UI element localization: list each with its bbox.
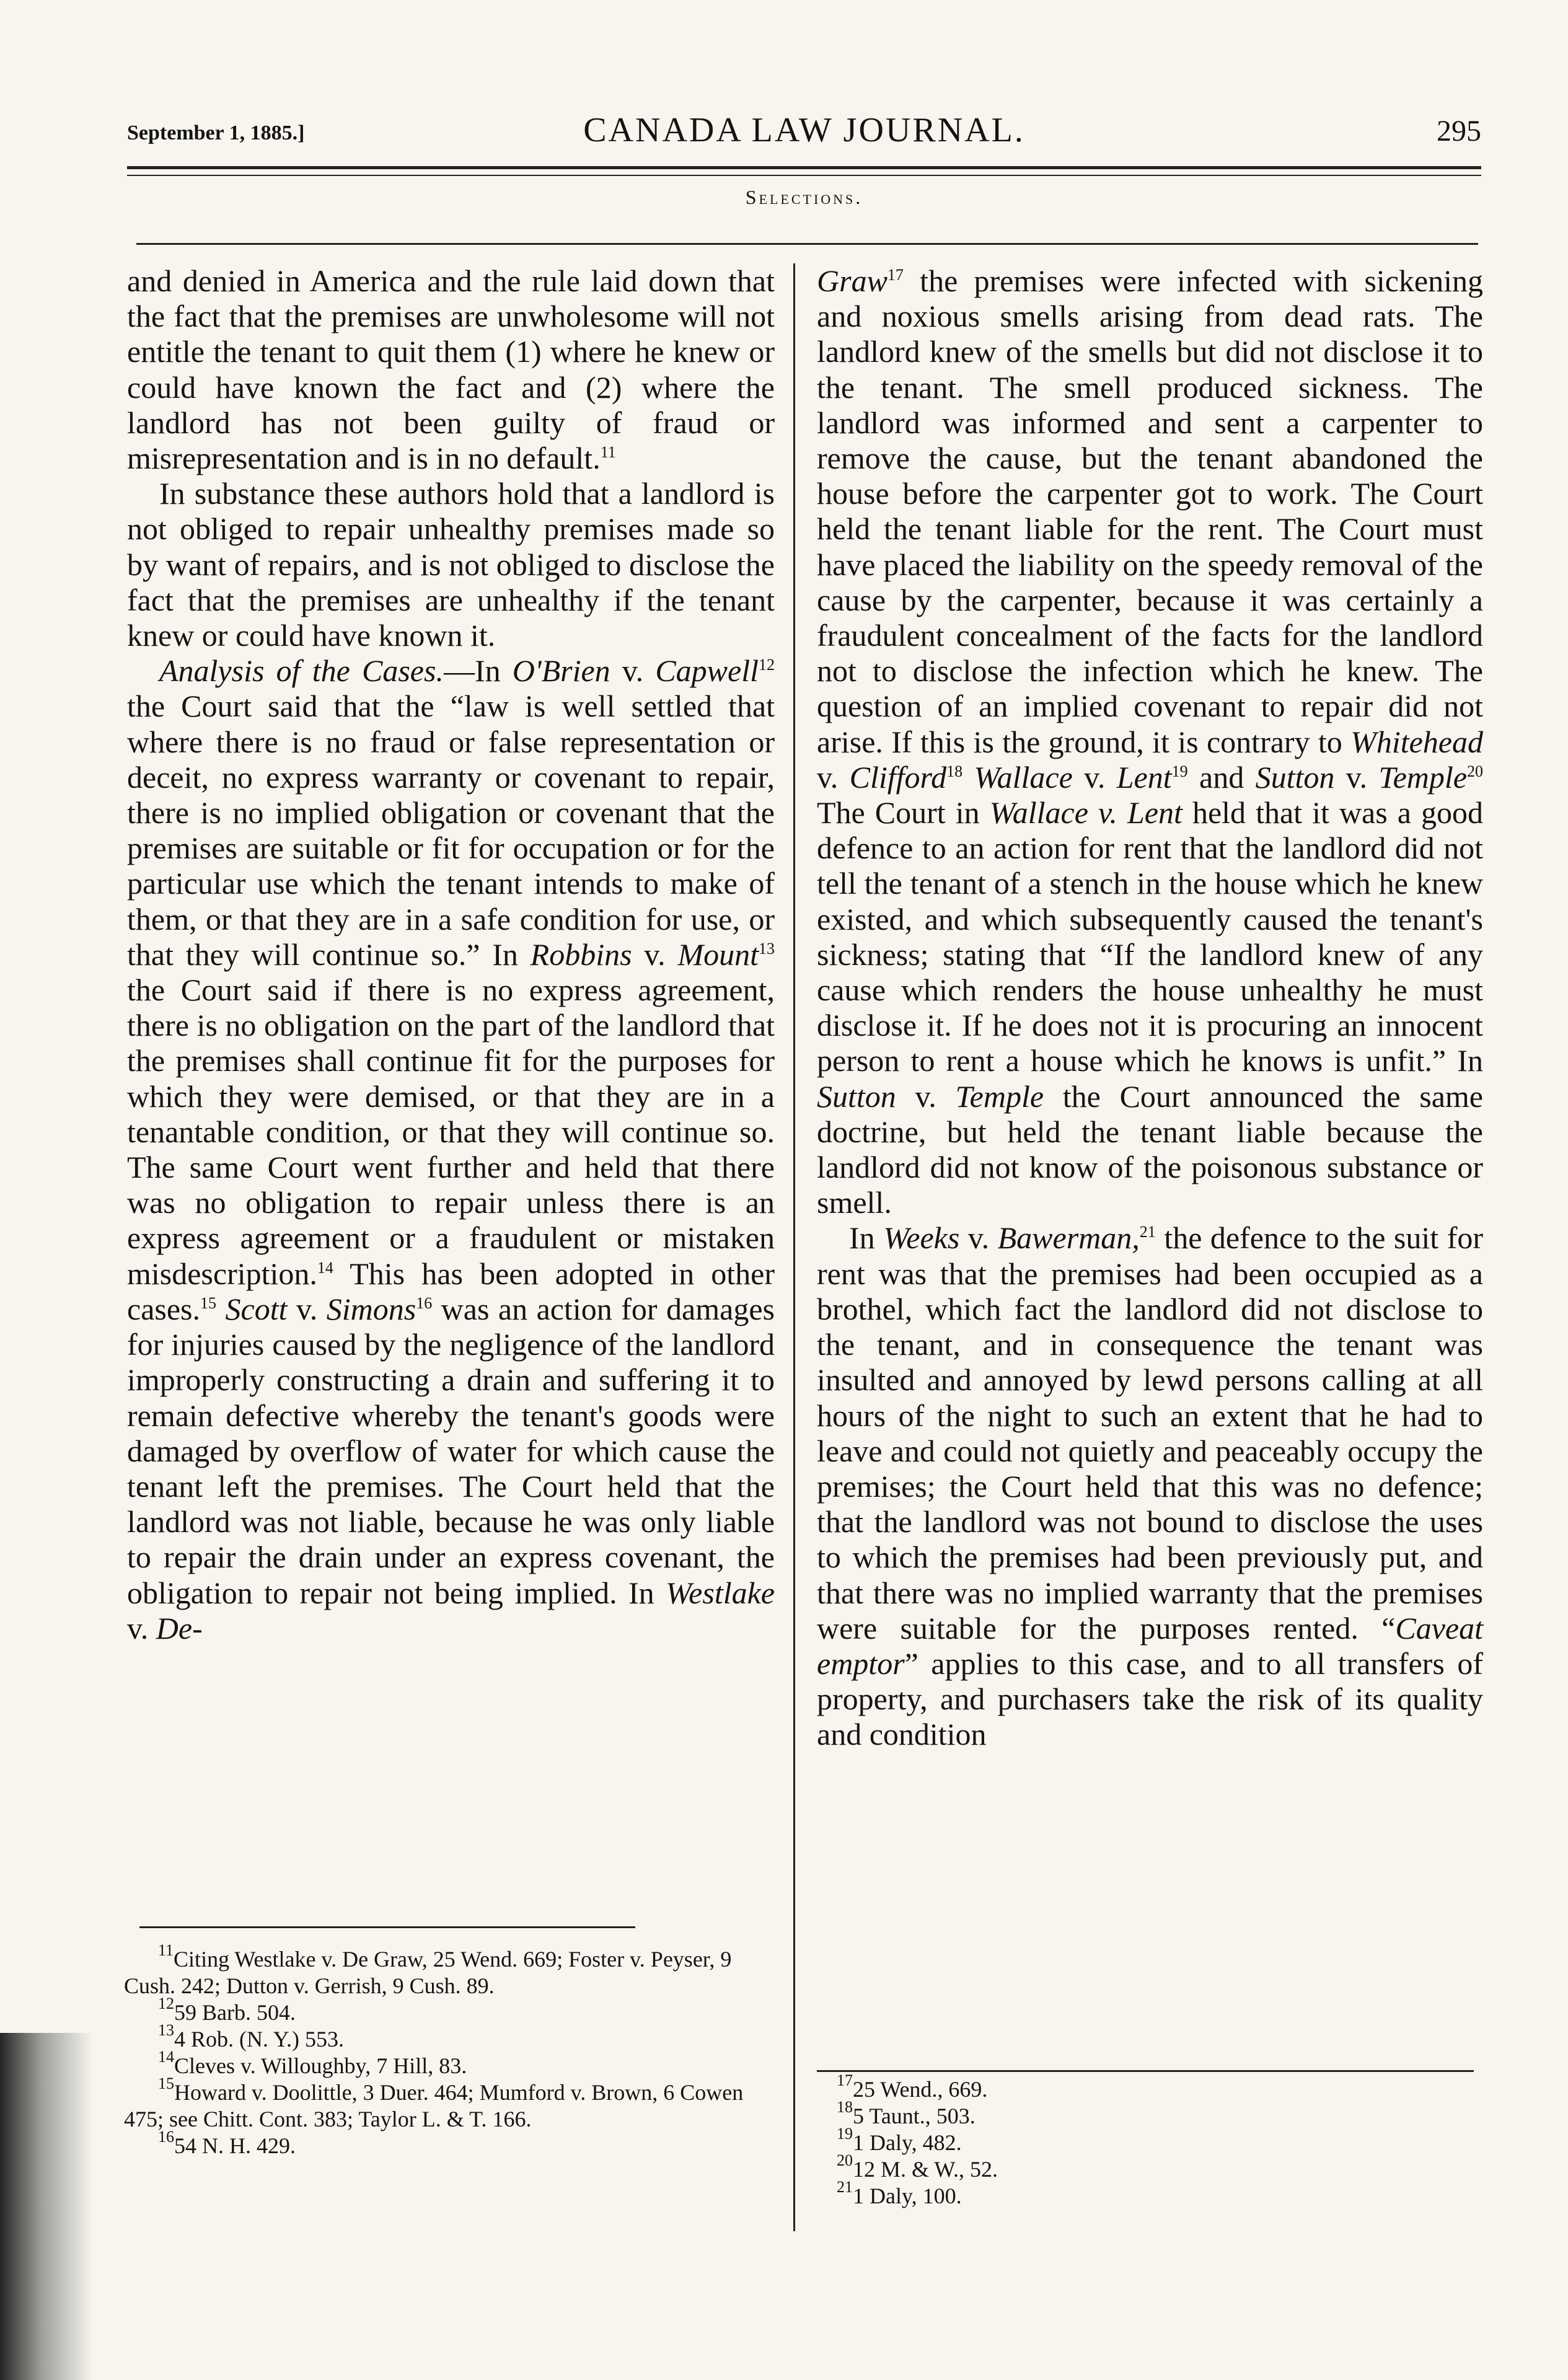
case-name: Bawerman, (997, 1220, 1140, 1256)
case-name: Capwell (655, 653, 759, 689)
journal-title: CANADA LAW JOURNAL. (583, 111, 1025, 149)
paragraph: Analysis of the Cases.—In O'Brien v. Capwell$^{12}$ the Court said that the “law is well settled that where there is no fraud or false representation or deceit, no express warranty or covenant to repair, there is no implied obligation or covenant that the premises are suitable or fit for occupation or for the particular use which the tenant intends to make of them, or that they are in a safe condition for use, or that they will continue so.” In Robbins v. Mount$^{13}$ the Court said if there is no express agreement, there is no obligation on the part of the landlord that the premises shall continue fit for the purposes for which they were demised, or that they are in a tenantable condition, or that they will continue so. The same Court went further and held that there was no obligation to repair unless there is an express agreement or a fraudulent or mistaken misdescription.$^{14}$ This has been adopted in other cases.$^{15}$ Scott v. Simons$^{16}$ was an action for damages for injuries caused by the negligence of the landlord improperly constructing a drain and suffering it to remain defective whereby the tenant's goods were damaged by overflow of water for which cause the tenant left the premises. The Court held that the landlord was not liable, because he was only liable to repair the drain under an express covenant, the obligation to repair not being implied. In Westlake v. De- (127, 653, 775, 1646)
footnote-ref: 17 (887, 266, 904, 284)
page-number: 295 (1437, 115, 1481, 148)
footnote-ref: 18 (946, 762, 963, 780)
case-name: O'Brien (512, 653, 610, 689)
paragraph: Graw$^{17}$ the premises were infected with sickening and noxious smells arising from dead rats. The landlord knew of the smells but did not disclose it to the tenant. The smell produced sickness. The landlord was informed and sent a carpenter to remove the cause, but the tenant abandoned the house before the carpenter got to work. The Court held the tenant liable for the rent. The Court must have placed the liability on the speedy removal of the cause by the carpenter, because it was certainly a fraudulent concealment of the facts for the landlord not to disclose the infection which he knew. The question of an implied covenant to repair did not arise. If this is the ground, it is contrary to Whitehead v. Clifford$^{18}$ Wallace v. Lent$^{19}$ and Sutton v. Temple$^{20}$ The Court in Wallace v. Lent held that it was a good defence to an action for rent that the landlord did not tell the tenant of a stench in the house which he knew existed, and which subsequently caused the tenant's sickness; stating that “If the landlord knew of any cause which renders the house unhealthy he must disclose it. If he does not it is procuring an innocent person to rent a house which he knows is unfit.” In Sutton v. Temple the Court announced the same doctrine, but held the tenant liable because the landlord did not know of the poisonous substance or smell. (817, 263, 1483, 1220)
case-name: Robbins (530, 937, 632, 972)
footnote: $^{17}$25 Wend., 669. (837, 2071, 988, 2102)
footnote: $^{12}$59 Barb. 504. (158, 1994, 296, 2025)
footnote-rule-right (817, 2070, 1474, 2072)
case-name: Sutton (817, 1078, 896, 1114)
footnote-ref: 13 (759, 939, 775, 958)
case-name: Mount (677, 937, 759, 972)
case-name: Temple (1378, 759, 1467, 795)
right-column (817, 263, 1483, 1753)
footnote-ref: 16 (416, 1294, 433, 1312)
case-name: Clifford (849, 759, 947, 795)
footnotes-right (837, 2071, 1394, 2210)
case-name: Simons (326, 1291, 416, 1326)
section-heading: Selections. (745, 186, 863, 208)
column-divider (793, 263, 795, 2231)
case-name: Scott (225, 1291, 288, 1326)
latin-phrase: Caveat emptor (817, 1610, 1483, 1681)
paragraph: In Weeks v. Bawerman,$^{21}$ the defence to the suit for rent was that the premises had been occupied as a brothel, which fact the landlord did not disclose to the tenant, and in consequence the tenant was insulted and annoyed by lewd persons calling at all hours of the night to such an extent that he had to leave and could not quietly and peaceably occupy the premises; the Court held that this was no defence; that the landlord was not bound to disclose the uses to which the premises had been previously put, and that there was no implied warranty that the premises were suitable for the purposes rented. “Caveat emptor” applies to this case, and to all transfers of property, and purchasers take the risk of its quality and condition (817, 1220, 1483, 1752)
footnote: $^{14}$Cleves v. Willoughby, 7 Hill, 83. (158, 2048, 467, 2078)
footnote-ref: 19 (1171, 762, 1188, 780)
footnote: $^{11}$Citing Westlake v. De Graw, 25 Wend. 669; Foster v. Peyser, 9 Cush. 242; Dutton v. Gerrish, 9 Cush. 89. (124, 1941, 732, 1998)
case-name: Sutton (1255, 759, 1335, 795)
case-name: Weeks (883, 1220, 960, 1256)
footnote-ref: 21 (1139, 1223, 1156, 1241)
footnote: $^{13}$4 Rob. (N. Y.) 553. (158, 2021, 345, 2052)
case-name: Wallace (974, 759, 1073, 795)
case-name: Graw (817, 263, 888, 298)
footnotes-left (124, 1941, 781, 2159)
case-name: Lent (1116, 759, 1172, 795)
header-rule-bottom (127, 175, 1481, 176)
scan-shadow (0, 2033, 93, 2380)
running-header (127, 110, 1481, 160)
footnote-ref: 12 (759, 656, 775, 674)
footnote-ref: 15 (200, 1294, 216, 1312)
case-name: Westlake (666, 1575, 775, 1610)
footnote-rule-left (139, 1926, 635, 1928)
case-name: De- (156, 1610, 203, 1646)
footnote: $^{18}$5 Taunt., 503. (837, 2098, 976, 2128)
case-name: Wallace v. Lent (989, 795, 1183, 831)
section-rule (136, 243, 1478, 245)
footnote: $^{19}$1 Daly, 482. (837, 2125, 962, 2155)
footnote: $^{20}$12 M. & W., 52. (837, 2151, 998, 2182)
case-name: Whitehead (1350, 724, 1483, 759)
footnote-ref: 14 (317, 1258, 333, 1277)
header-date: September 1, 1885.] (127, 121, 305, 144)
header-rule-top (127, 166, 1481, 169)
footnote: $^{15}$Howard v. Doolittle, 3 Duer. 464; Mumford v. Brown, 6 Cowen 475; see Chitt. Cont. 383; Taylor L. & T. 166. (124, 2074, 744, 2131)
paragraph: and denied in America and the rule laid down that the fact that the premises are unwholesome will not entitle the tenant to quit them (1) where he knew or could have known the fact and (2) where the landlord has not been guilty of fraud or misrepresentation and is in no default.$^{11}$ (127, 263, 775, 476)
footnote: $^{16}$54 N. H. 429. (158, 2128, 296, 2158)
case-name: Temple (955, 1078, 1044, 1114)
left-column (127, 263, 775, 1646)
footnote: $^{21}$1 Daly, 100. (837, 2178, 962, 2208)
paragraph: In substance these authors hold that a landlord is not obliged to repair unhealthy premises made so by want of repairs, and is not obliged to disclose the fact that the premises are unhealthy if the tenant knew or could have known it. (127, 476, 775, 653)
footnote-ref: 20 (1466, 762, 1483, 780)
footnote-ref: 11 (600, 443, 616, 462)
subheading: Analysis of the Cases. (159, 653, 444, 689)
